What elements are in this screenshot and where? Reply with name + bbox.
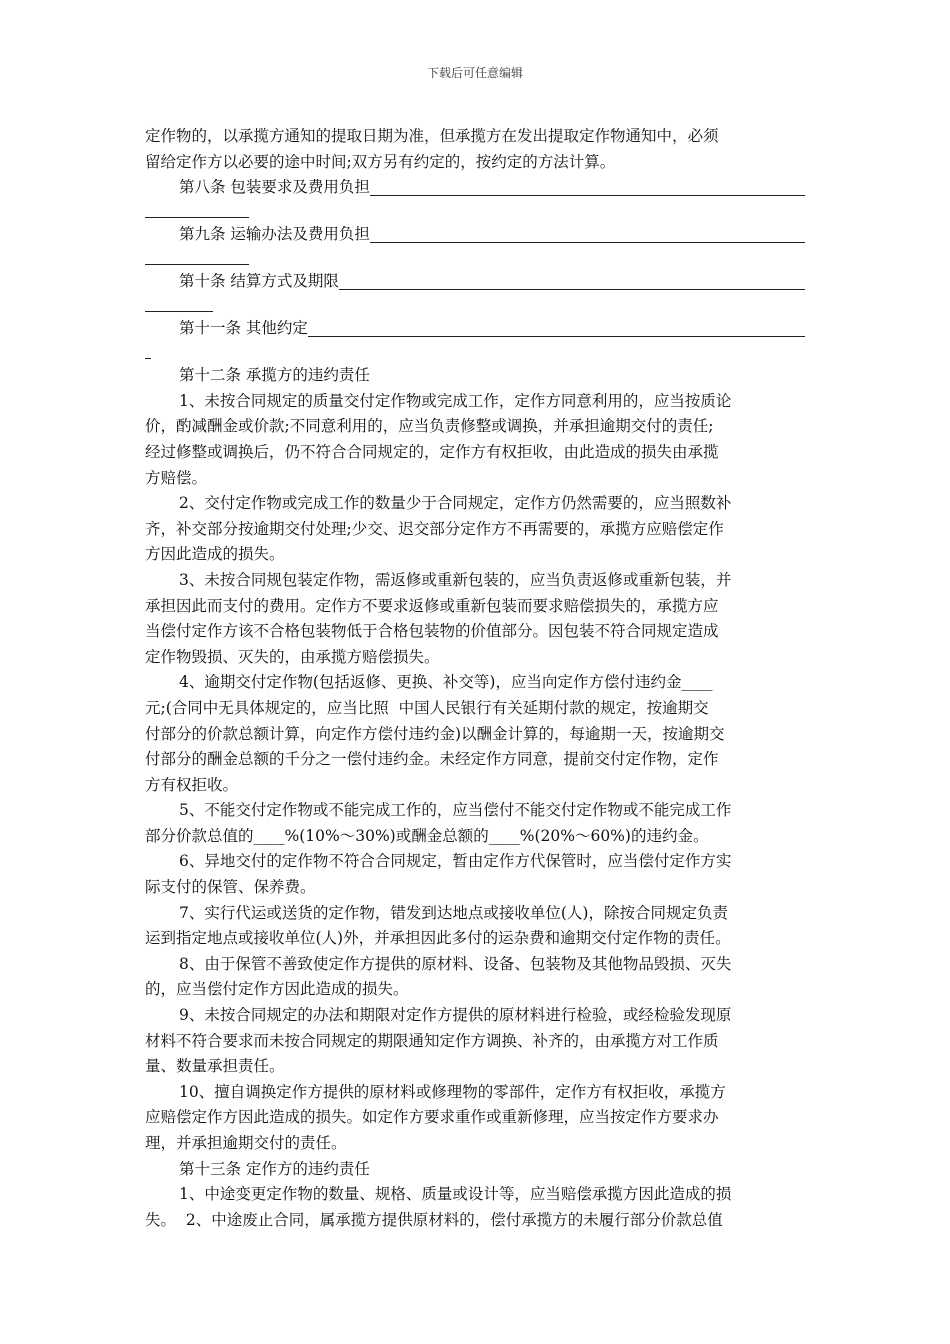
clause-fill-in xyxy=(145,175,805,222)
text-line: 方有权拒收。 xyxy=(145,775,239,794)
text-line: 失。 2、中途废止合同，属承揽方提供原材料的，偿付承揽方的未履行部分价款总值 xyxy=(145,1210,723,1229)
text-line: 量、数量承担责任。 xyxy=(145,1057,285,1076)
blank-fill-line-continued[interactable] xyxy=(145,295,213,312)
text-line: 8、由于保管不善致使定作方提供的原材料、设备、包装物及其他物品毁损、灭失 xyxy=(179,954,732,973)
text-line: 元;(合同中无具体规定的，应当比照 中国人民银行有关延期付款的规定，按逾期交 xyxy=(145,698,709,717)
blank-fill-line[interactable] xyxy=(308,319,805,337)
text-line: 1、未按合同规定的质量交付定作物或完成工作，定作方同意利用的，应当按质论 xyxy=(179,391,732,410)
text-line: 方因此造成的损失。 xyxy=(145,545,285,564)
text-line: 部分价款总值的____%(10%～30%)或酬金总额的____%(20%～60%)的违约金。 xyxy=(145,826,709,845)
blank-clauses xyxy=(145,175,805,363)
text-line: 5、不能交付定作物或不能完成工作的，应当偿付不能交付定作物或不能完成工作 xyxy=(179,801,732,820)
blank-fill-line[interactable] xyxy=(370,178,805,196)
text-line: 9、未按合同规定的办法和期限对定作方提供的原材料进行检验，或经检验发现原 xyxy=(179,1006,732,1025)
document-body xyxy=(145,124,805,1233)
text-line: 1、中途变更定作物的数量、规格、质量或设计等，应当赔偿承揽方因此造成的损 xyxy=(179,1185,732,1204)
text-line: 4、逾期交付定作物(包括返修、更换、补交等)，应当向定作方偿付违约金____ xyxy=(179,673,713,692)
clause-label: 第十一条 其他约定 xyxy=(179,319,308,338)
blank-fill-line-continued[interactable] xyxy=(145,342,151,359)
text-line: 承担因此而支付的费用。定作方不要求返修或重新包装而要求赔偿损失的，承揽方应 xyxy=(145,596,719,615)
text-line: 当偿付定作方该不合格包装物低于合格包装物的价值部分。因包装不符合同规定造成 xyxy=(145,622,719,641)
text-line: 价，酌减酬金或价款;不同意利用的，应当负责修整或调换，并承担逾期交付的责任; xyxy=(145,417,714,436)
blank-fill-line[interactable] xyxy=(370,225,805,243)
text-line: 应赔偿定作方因此造成的损失。如定作方要求重作或重新修理，应当按定作方要求办 xyxy=(145,1108,719,1127)
text-line: 方赔偿。 xyxy=(145,468,208,487)
blank-fill-line-continued[interactable] xyxy=(145,248,249,265)
intro-paragraph xyxy=(145,124,805,175)
text-line: 的，应当偿付定作方因此造成的损失。 xyxy=(145,980,409,999)
text-line: 经过修整或调换后，仍不符合合同规定的，定作方有权拒收，由此造成的损失由承揽 xyxy=(145,442,719,461)
text-line: 际支付的保管、保养费。 xyxy=(145,878,316,897)
text-line: 理，并承担逾期交付的责任。 xyxy=(145,1134,347,1152)
text-line: 定作物毁损、灭失的，由承揽方赔偿损失。 xyxy=(145,647,440,666)
clause-label: 第八条 包装要求及费用负担 xyxy=(179,178,370,197)
text-line: 3、未按合同规包装定作物，需返修或重新包装的，应当负责返修或重新包装，并 xyxy=(179,570,732,589)
blank-fill-line-continued[interactable] xyxy=(145,201,249,218)
clause-fill-in xyxy=(145,316,805,363)
text-line: 第十三条 定作方的违约责任 xyxy=(179,1159,370,1178)
page-header: 下载后可任意编辑 xyxy=(426,66,523,80)
text-line: 运到指定地点或接收单位(人)外，并承担因此多付的运杂费和逾期交付定作物的责任。 xyxy=(145,929,731,948)
text-line: 7、实行代运或送货的定作物，错发到达地点或接收单位(人)，除按合同规定负责 xyxy=(179,903,728,922)
clause-label: 第九条 运输办法及费用负担 xyxy=(179,225,370,244)
text-line: 第十二条 承揽方的违约责任 xyxy=(179,366,370,385)
clause-label: 第十条 结算方式及期限 xyxy=(179,272,339,291)
text-line: 定作物的，以承揽方通知的提取日期为准，但承揽方在发出提取定作物通知中，必须 xyxy=(145,127,719,145)
clause-fill-in xyxy=(145,222,805,269)
clause-fill-in xyxy=(145,269,805,316)
text-line: 材料不符合要求而未按合同规定的期限通知定作方调换、补齐的，由承揽方对工作质 xyxy=(145,1031,719,1050)
text-line: 6、异地交付的定作物不符合合同规定，暂由定作方代保管时，应当偿付定作方实 xyxy=(179,852,732,871)
blank-fill-line[interactable] xyxy=(339,272,805,290)
text-line: 2、交付定作物或完成工作的数量少于合同规定，定作方仍然需要的，应当照数补 xyxy=(179,494,732,513)
text-line: 10、擅自调换定作方提供的原材料或修理物的零部件，定作方有权拒收，承揽方 xyxy=(179,1082,726,1101)
text-line: 付部分的价款总额计算，向定作方偿付违约金)以酬金计算的，每逾期一天，按逾期交 xyxy=(145,724,725,743)
text-line: 齐，补交部分按逾期交付处理;少交、迟交部分定作方不再需要的，承揽方应赔偿定作 xyxy=(145,519,724,538)
text-line: 付部分的酬金总额的千分之一偿付违约金。未经定作方同意，提前交付定作物，定作 xyxy=(145,750,719,769)
liability-section xyxy=(145,363,805,1233)
text-line: 留给定作方以必要的途中时间;双方另有约定的，按约定的方法计算。 xyxy=(145,152,616,171)
